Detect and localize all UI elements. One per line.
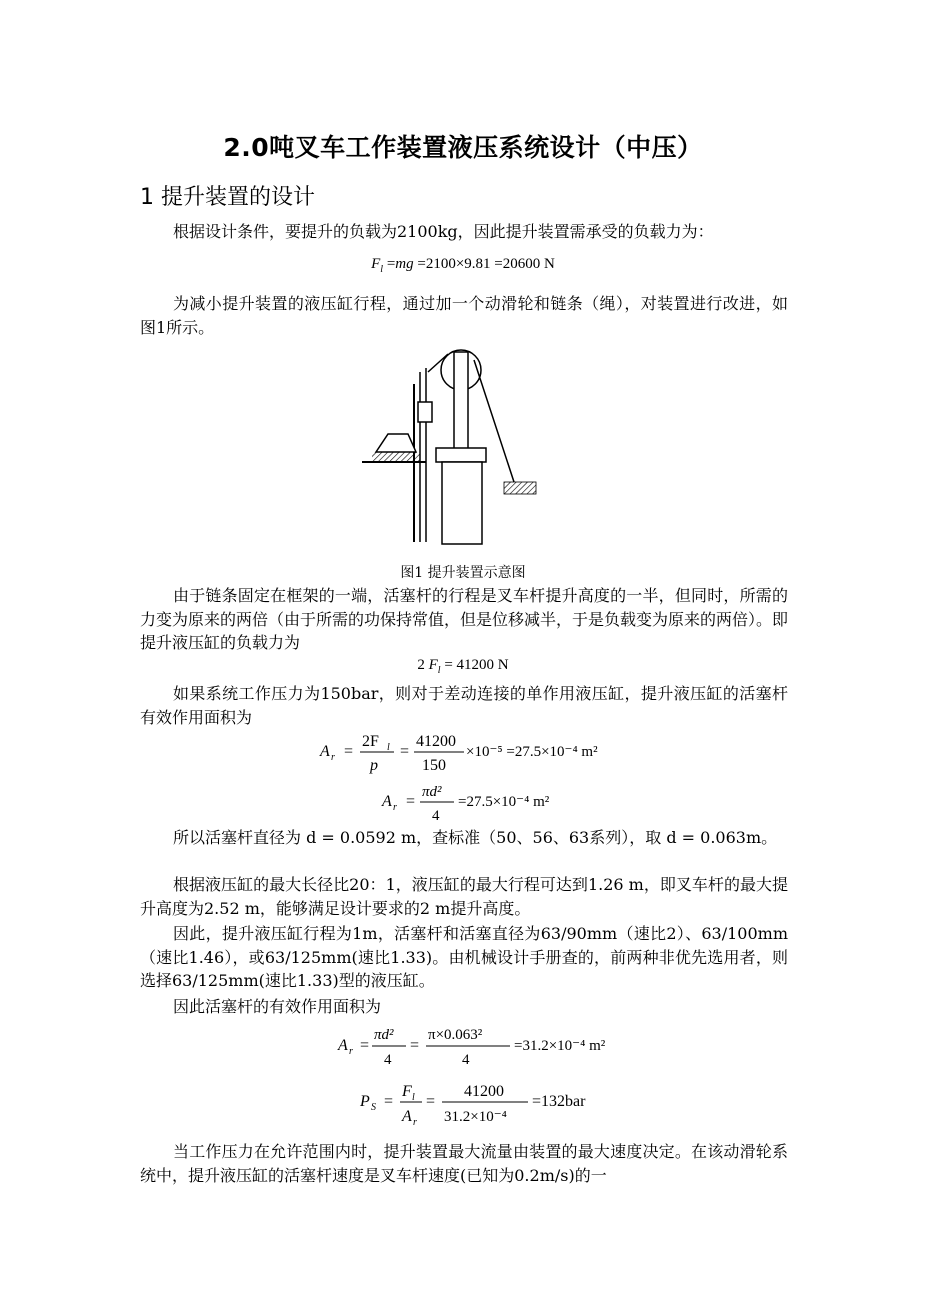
anchor-icon	[504, 482, 536, 494]
paragraph-rod-diameter: 所以活塞杆直径为 d = 0.0592 m，查标准（50、56、63系列），取 d = 0.063m。	[173, 828, 778, 847]
section-heading: 1 提升装置的设计	[140, 185, 315, 210]
equation-double-force: 2 $F_l = 41200$ N	[417, 657, 509, 676]
equation-area-1	[316, 726, 646, 778]
eq5-num2: π×0.063²	[428, 1027, 483, 1043]
eq5-den1: 4	[384, 1052, 392, 1068]
eq5-num1: πd²	[374, 1027, 394, 1043]
paragraph-effective-area: 因此活塞杆的有效作用面积为	[173, 997, 382, 1016]
svg-text:l: l	[387, 742, 390, 753]
load-icon	[376, 434, 416, 452]
chain	[428, 354, 448, 372]
svg-text:A: A	[338, 1037, 348, 1054]
eq5-tail: =31.2×10⁻⁴ m²	[514, 1038, 606, 1054]
eq6-den1: A	[402, 1108, 412, 1125]
paragraph-selection: 因此，提升液压缸行程为1m，活塞杆和活塞直径为63/90mm（速比2）、63/100mm（速比1.46），或63/125mm(速比1.33)。由机械设计手册查的，前两种非优先选用者，则选择63/125mm(速比1.33)型的液压缸。	[140, 924, 788, 990]
paragraph-ratio: 根据液压缸的最大长径比20：1，液压缸的最大行程可达到1.26 m，即叉车杆的最大提升高度为2.52 m，能够满足设计要求的2 m提升高度。	[140, 875, 788, 918]
equation-pressure	[356, 1076, 616, 1132]
equation-load-force: $F_l =mg =2100\times 9.81 =20600$ N	[371, 256, 555, 275]
eq6-tail: =132bar	[532, 1093, 586, 1110]
svg-text:A: A	[382, 793, 392, 810]
lifting-device-figure	[356, 342, 546, 547]
svg-text:r: r	[393, 802, 397, 813]
svg-text:=: =	[384, 1093, 394, 1110]
paragraph-improvement: 为减小提升装置的液压缸行程，通过加一个动滑轮和链条（绳），对装置进行改进，如图1所示。	[140, 294, 788, 337]
equation-area-3	[334, 1020, 644, 1072]
svg-text:r: r	[413, 1117, 417, 1128]
eq4-num: πd²	[422, 784, 442, 800]
svg-text:r: r	[349, 1046, 353, 1057]
svg-text:A: A	[320, 743, 330, 760]
svg-text:=: =	[360, 1037, 370, 1054]
document-title: 2.0吨叉车工作装置液压系统设计（中压）	[223, 133, 703, 162]
paragraph-pressure: 如果系统工作压力为150bar，则对于差动连接的单作用液压缸，提升液压缸的活塞杆有效作用面积为	[140, 684, 788, 727]
svg-text:l: l	[412, 1092, 415, 1103]
svg-text:S: S	[371, 1102, 376, 1113]
eq5-den2: 4	[462, 1052, 470, 1068]
eq3-den2: 150	[422, 757, 446, 774]
paragraph-flow: 当工作压力在允许范围内时，提升装置最大流量由装置的最大速度决定。在该动滑轮系统中，提升液压缸的活塞杆速度是叉车杆速度(已知为0.2m/s)的一	[140, 1142, 788, 1185]
svg-text:=: =	[426, 1093, 436, 1110]
eq3-num1: 2F	[362, 733, 379, 750]
eq6-den2: 31.2×10⁻⁴	[444, 1109, 507, 1125]
hydraulic-cylinder	[442, 462, 482, 544]
equation-area-2	[378, 778, 608, 828]
piston-rod	[454, 352, 468, 452]
svg-text:=: =	[400, 743, 410, 760]
svg-text:r: r	[331, 752, 335, 763]
paragraph-chain: 由于链条固定在框架的一端，活塞杆的行程是叉车杆提升高度的一半，但同时，所需的力变为原来的两倍（由于所需的功保持常值，但是位移减半，于是负载变为原来的两倍）。即提升液压缸的负载力为	[140, 586, 789, 652]
eq3-den1: p	[370, 757, 378, 774]
svg-text:=: =	[410, 1037, 420, 1054]
equation-double-rhs: = 41200 N	[444, 657, 509, 673]
paragraph-load: 根据设计条件，要提升的负载为2100kg，因此提升装置需承受的负载力为：	[173, 222, 714, 241]
eq3-tail: ×10⁻⁵ =27.5×10⁻⁴ m²	[466, 744, 598, 760]
svg-text:=: =	[406, 793, 416, 810]
eq6-num2: 41200	[464, 1083, 504, 1100]
eq3-num2: 41200	[416, 733, 456, 750]
svg-text:P: P	[360, 1093, 370, 1110]
svg-text:=: =	[344, 743, 354, 760]
figure-caption: 图1 提升装置示意图	[400, 565, 526, 581]
equation-load-rhs: =2100×9.81 =20600 N	[417, 256, 555, 272]
eq4-den: 4	[432, 808, 440, 824]
eq4-tail: =27.5×10⁻⁴ m²	[458, 794, 550, 810]
eq6-num1: F	[402, 1083, 412, 1100]
